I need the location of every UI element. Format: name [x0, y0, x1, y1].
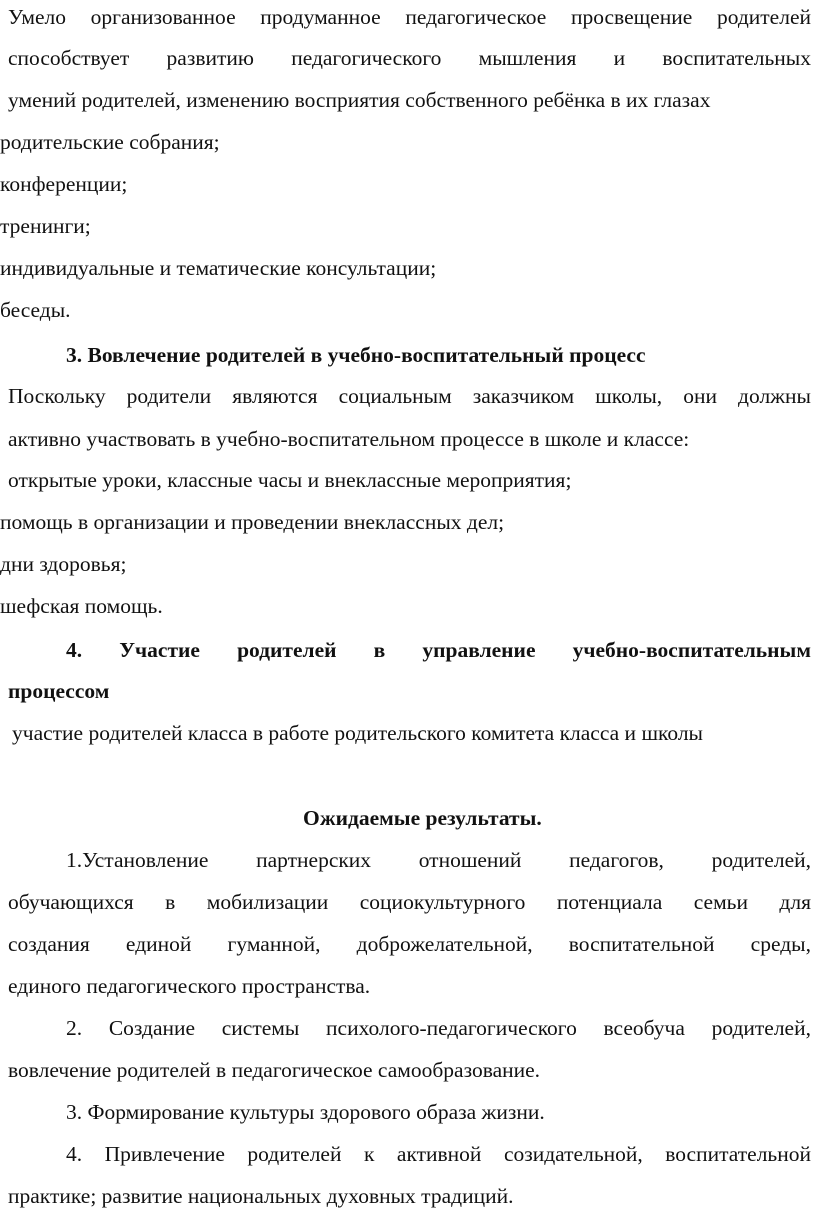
- result-1-line-2: обучающихся в мобилизации социокультурного потенциала семьи для: [8, 890, 811, 914]
- section-4-heading-line-1: 4. Участие родителей в управление учебно-воспитательным: [66, 638, 811, 662]
- intro-line-3: умений родителей, изменению восприятия собственного ребёнка в их глазах: [8, 88, 711, 112]
- result-2-line-1: 2. Создание системы психолого-педагогического всеобуча родителей,: [66, 1016, 811, 1040]
- intro-line-2: способствует развитию педагогического мышления и воспитательных: [8, 46, 811, 70]
- result-4-line-2: практике; развитие национальных духовных традиций.: [8, 1184, 514, 1208]
- form-item: родительские собрания;: [0, 130, 220, 154]
- section-3-heading: 3. Вовлечение родителей в учебно-воспитательный процесс: [66, 343, 646, 367]
- result-1-line-1: 1.Установление партнерских отношений педагогов, родителей,: [66, 848, 811, 872]
- section-3-line-1: Поскольку родители являются социальным заказчиком школы, они должны: [8, 384, 811, 408]
- results-title: Ожидаемые результаты.: [303, 806, 542, 830]
- section-3-item: шефская помощь.: [0, 594, 163, 618]
- section-3-item: дни здоровья;: [0, 552, 127, 576]
- form-item: индивидуальные и тематические консультации;: [0, 256, 437, 280]
- section-3-line-2: активно участвовать в учебно-воспитательном процессе в школе и классе:: [8, 427, 690, 451]
- section-4-heading-line-2: процессом: [8, 679, 110, 703]
- section-4-text: участие родителей класса в работе родительского комитета класса и школы: [12, 721, 703, 745]
- result-3: 3. Формирование культуры здорового образа жизни.: [66, 1100, 545, 1124]
- result-2-line-2: вовлечение родителей в педагогическое самообразование.: [8, 1058, 541, 1082]
- result-1-line-3: создания единой гуманной, доброжелательной, воспитательной среды,: [8, 932, 811, 956]
- result-4-line-1: 4. Привлечение родителей к активной созидательной, воспитательной: [66, 1142, 811, 1166]
- section-3-item: помощь в организации и проведении внеклассных дел;: [0, 510, 505, 534]
- intro-line-1: Умело организованное продуманное педагогическое просвещение родителей: [8, 5, 811, 29]
- form-item: тренинги;: [0, 214, 91, 238]
- form-item: беседы.: [0, 298, 71, 322]
- section-3-line-3: открытые уроки, классные часы и внеклассные мероприятия;: [8, 468, 572, 492]
- result-1-line-4: единого педагогического пространства.: [8, 974, 371, 998]
- form-item: конференции;: [0, 172, 128, 196]
